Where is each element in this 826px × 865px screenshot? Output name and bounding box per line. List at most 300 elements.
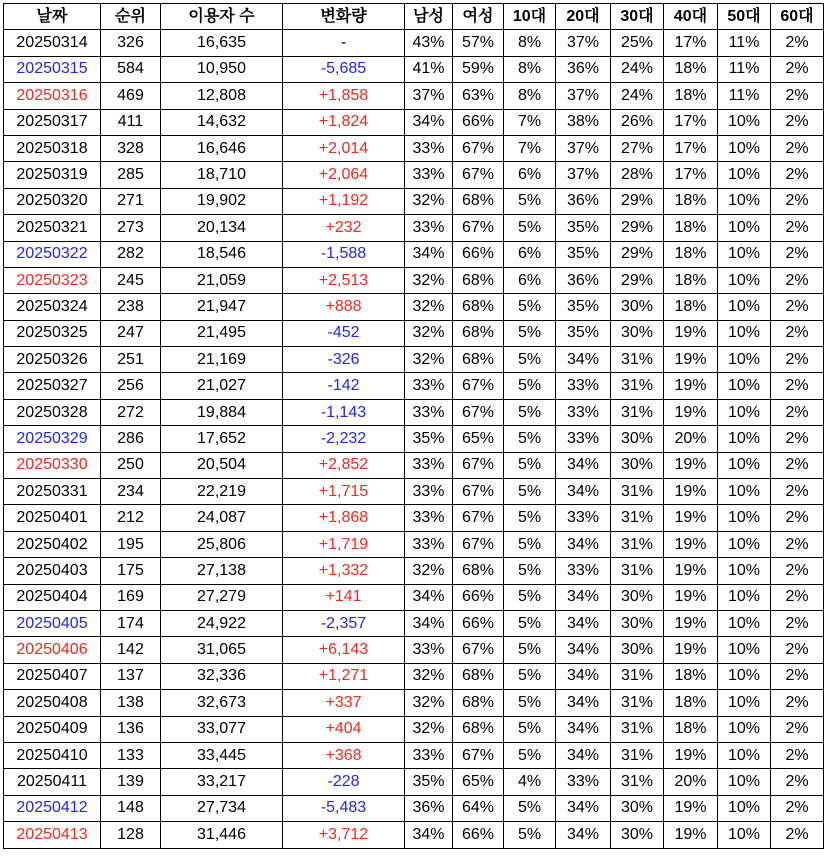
age50-cell: 10% [718, 690, 771, 716]
age30-cell: 30% [611, 637, 664, 663]
age50-cell: 10% [718, 769, 771, 795]
users-cell: 33,217 [161, 769, 283, 795]
age20-cell: 34% [556, 347, 611, 373]
female-cell: 68% [453, 716, 504, 742]
age60-cell: 2% [771, 135, 824, 161]
rank-cell: 142 [101, 637, 161, 663]
table-row [4, 663, 824, 689]
male-cell: 32% [405, 267, 453, 293]
age20-cell: 34% [556, 663, 611, 689]
male-cell: 37% [405, 83, 453, 109]
female-cell: 67% [453, 452, 504, 478]
users-cell: 12,808 [161, 83, 283, 109]
rank-cell: 169 [101, 584, 161, 610]
age30-cell: 25% [611, 30, 664, 56]
users-cell: 21,947 [161, 294, 283, 320]
users-cell: 21,495 [161, 320, 283, 346]
rank-cell: 174 [101, 610, 161, 636]
age10-cell: 6% [504, 267, 556, 293]
users-cell: 27,138 [161, 558, 283, 584]
age30-cell: 26% [611, 109, 664, 135]
age60-cell: 2% [771, 452, 824, 478]
change-cell: -326 [283, 347, 405, 373]
age30-cell: 31% [611, 399, 664, 425]
age20-cell: 35% [556, 320, 611, 346]
table-row [4, 215, 824, 241]
change-cell: +337 [283, 690, 405, 716]
age60-cell: 2% [771, 531, 824, 557]
age20-cell: 34% [556, 531, 611, 557]
age10-cell: 5% [504, 294, 556, 320]
male-cell: 33% [405, 505, 453, 531]
age30-cell: 28% [611, 162, 664, 188]
age50-cell: 10% [718, 162, 771, 188]
users-cell: 16,646 [161, 135, 283, 161]
male-cell: 32% [405, 558, 453, 584]
age10-cell: 5% [504, 584, 556, 610]
age50-cell: 10% [718, 531, 771, 557]
users-cell: 31,446 [161, 822, 283, 848]
table-row [4, 479, 824, 505]
table-row [4, 162, 824, 188]
female-cell: 68% [453, 347, 504, 373]
age50-cell: 10% [718, 610, 771, 636]
rank-cell: 212 [101, 505, 161, 531]
column-header-age20: 20대 [556, 4, 611, 30]
male-cell: 36% [405, 795, 453, 821]
users-cell: 18,710 [161, 162, 283, 188]
age10-cell: 5% [504, 822, 556, 848]
age20-cell: 34% [556, 584, 611, 610]
users-cell: 21,169 [161, 347, 283, 373]
age60-cell: 2% [771, 347, 824, 373]
change-cell: +2,014 [283, 135, 405, 161]
female-cell: 68% [453, 294, 504, 320]
age60-cell: 2% [771, 373, 824, 399]
column-header-date: 날짜 [4, 4, 101, 30]
age50-cell: 11% [718, 83, 771, 109]
male-cell: 32% [405, 294, 453, 320]
rank-cell: 285 [101, 162, 161, 188]
age50-cell: 10% [718, 294, 771, 320]
age30-cell: 31% [611, 663, 664, 689]
female-cell: 65% [453, 769, 504, 795]
age60-cell: 2% [771, 742, 824, 768]
rank-cell: 411 [101, 109, 161, 135]
age60-cell: 2% [771, 162, 824, 188]
users-cell: 17,652 [161, 426, 283, 452]
age20-cell: 33% [556, 426, 611, 452]
column-header-age50: 50대 [718, 4, 771, 30]
age50-cell: 10% [718, 267, 771, 293]
rank-cell: 328 [101, 135, 161, 161]
age50-cell: 10% [718, 452, 771, 478]
age10-cell: 5% [504, 399, 556, 425]
age50-cell: 10% [718, 742, 771, 768]
users-cell: 27,734 [161, 795, 283, 821]
age60-cell: 2% [771, 83, 824, 109]
age60-cell: 2% [771, 822, 824, 848]
age30-cell: 31% [611, 690, 664, 716]
female-cell: 66% [453, 822, 504, 848]
date-cell: 20250402 [4, 531, 101, 557]
age10-cell: 5% [504, 320, 556, 346]
date-cell: 20250410 [4, 742, 101, 768]
date-cell: 20250326 [4, 347, 101, 373]
change-cell: +2,852 [283, 452, 405, 478]
table-row [4, 531, 824, 557]
table-row [4, 426, 824, 452]
change-cell: +404 [283, 716, 405, 742]
age30-cell: 30% [611, 294, 664, 320]
female-cell: 67% [453, 215, 504, 241]
rank-cell: 138 [101, 690, 161, 716]
age30-cell: 24% [611, 56, 664, 82]
date-cell: 20250408 [4, 690, 101, 716]
age10-cell: 5% [504, 716, 556, 742]
age10-cell: 5% [504, 505, 556, 531]
date-cell: 20250314 [4, 30, 101, 56]
age40-cell: 18% [664, 241, 718, 267]
table-row [4, 373, 824, 399]
age20-cell: 35% [556, 294, 611, 320]
age60-cell: 2% [771, 109, 824, 135]
male-cell: 33% [405, 531, 453, 557]
column-header-age60: 60대 [771, 4, 824, 30]
change-cell: +1,271 [283, 663, 405, 689]
age40-cell: 18% [664, 294, 718, 320]
change-cell: +1,332 [283, 558, 405, 584]
rank-cell: 234 [101, 479, 161, 505]
rank-cell: 195 [101, 531, 161, 557]
age30-cell: 31% [611, 347, 664, 373]
users-cell: 21,027 [161, 373, 283, 399]
age30-cell: 29% [611, 267, 664, 293]
age10-cell: 4% [504, 769, 556, 795]
age40-cell: 19% [664, 795, 718, 821]
date-cell: 20250324 [4, 294, 101, 320]
age20-cell: 34% [556, 452, 611, 478]
age20-cell: 33% [556, 373, 611, 399]
age40-cell: 19% [664, 584, 718, 610]
age30-cell: 24% [611, 83, 664, 109]
age10-cell: 5% [504, 452, 556, 478]
table-row [4, 241, 824, 267]
female-cell: 67% [453, 162, 504, 188]
age40-cell: 18% [664, 56, 718, 82]
date-cell: 20250317 [4, 109, 101, 135]
age20-cell: 37% [556, 30, 611, 56]
age30-cell: 31% [611, 373, 664, 399]
rank-cell: 148 [101, 795, 161, 821]
change-cell: +1,192 [283, 188, 405, 214]
change-cell: +232 [283, 215, 405, 241]
age10-cell: 5% [504, 663, 556, 689]
date-cell: 20250322 [4, 241, 101, 267]
male-cell: 41% [405, 56, 453, 82]
rank-cell: 584 [101, 56, 161, 82]
date-cell: 20250327 [4, 373, 101, 399]
age40-cell: 19% [664, 373, 718, 399]
male-cell: 32% [405, 663, 453, 689]
age10-cell: 5% [504, 742, 556, 768]
age40-cell: 19% [664, 610, 718, 636]
age40-cell: 17% [664, 135, 718, 161]
age30-cell: 31% [611, 531, 664, 557]
table-row [4, 320, 824, 346]
age10-cell: 5% [504, 347, 556, 373]
age30-cell: 30% [611, 822, 664, 848]
rank-cell: 136 [101, 716, 161, 742]
age40-cell: 19% [664, 742, 718, 768]
table-row [4, 267, 824, 293]
rank-cell: 247 [101, 320, 161, 346]
age30-cell: 30% [611, 452, 664, 478]
date-cell: 20250331 [4, 479, 101, 505]
change-cell: +3,712 [283, 822, 405, 848]
date-cell: 20250330 [4, 452, 101, 478]
age60-cell: 2% [771, 690, 824, 716]
age60-cell: 2% [771, 479, 824, 505]
date-cell: 20250413 [4, 822, 101, 848]
age20-cell: 34% [556, 690, 611, 716]
age40-cell: 18% [664, 215, 718, 241]
rank-cell: 238 [101, 294, 161, 320]
rank-cell: 469 [101, 83, 161, 109]
table-row [4, 584, 824, 610]
change-cell: +1,858 [283, 83, 405, 109]
age40-cell: 17% [664, 30, 718, 56]
female-cell: 66% [453, 109, 504, 135]
users-cell: 32,673 [161, 690, 283, 716]
age30-cell: 31% [611, 505, 664, 531]
male-cell: 32% [405, 320, 453, 346]
age10-cell: 5% [504, 215, 556, 241]
age30-cell: 31% [611, 558, 664, 584]
change-cell: -142 [283, 373, 405, 399]
rank-cell: 326 [101, 30, 161, 56]
users-cell: 22,219 [161, 479, 283, 505]
age50-cell: 10% [718, 373, 771, 399]
users-cell: 27,279 [161, 584, 283, 610]
age20-cell: 36% [556, 188, 611, 214]
age30-cell: 30% [611, 320, 664, 346]
age10-cell: 5% [504, 795, 556, 821]
date-cell: 20250329 [4, 426, 101, 452]
users-cell: 14,632 [161, 109, 283, 135]
change-cell: +6,143 [283, 637, 405, 663]
rank-cell: 128 [101, 822, 161, 848]
male-cell: 33% [405, 162, 453, 188]
date-cell: 20250323 [4, 267, 101, 293]
table-row [4, 610, 824, 636]
age20-cell: 35% [556, 241, 611, 267]
age10-cell: 5% [504, 188, 556, 214]
change-cell: +888 [283, 294, 405, 320]
change-cell: +1,719 [283, 531, 405, 557]
header-row [4, 4, 824, 30]
date-cell: 20250409 [4, 716, 101, 742]
change-cell: +2,064 [283, 162, 405, 188]
change-cell: -2,232 [283, 426, 405, 452]
age20-cell: 38% [556, 109, 611, 135]
table-row [4, 505, 824, 531]
age20-cell: 34% [556, 716, 611, 742]
users-cell: 10,950 [161, 56, 283, 82]
age50-cell: 10% [718, 795, 771, 821]
age40-cell: 19% [664, 637, 718, 663]
change-cell: - [283, 30, 405, 56]
stats-table-container [3, 3, 824, 849]
date-cell: 20250411 [4, 769, 101, 795]
column-header-age10: 10대 [504, 4, 556, 30]
change-cell: -2,357 [283, 610, 405, 636]
female-cell: 67% [453, 399, 504, 425]
change-cell: -5,685 [283, 56, 405, 82]
age60-cell: 2% [771, 294, 824, 320]
age40-cell: 19% [664, 822, 718, 848]
age30-cell: 31% [611, 479, 664, 505]
female-cell: 68% [453, 320, 504, 346]
age40-cell: 19% [664, 505, 718, 531]
male-cell: 34% [405, 822, 453, 848]
age60-cell: 2% [771, 505, 824, 531]
table-row [4, 690, 824, 716]
female-cell: 67% [453, 373, 504, 399]
age50-cell: 10% [718, 584, 771, 610]
date-cell: 20250315 [4, 56, 101, 82]
age10-cell: 5% [504, 373, 556, 399]
rank-cell: 282 [101, 241, 161, 267]
age40-cell: 19% [664, 531, 718, 557]
male-cell: 34% [405, 584, 453, 610]
age60-cell: 2% [771, 637, 824, 663]
male-cell: 32% [405, 188, 453, 214]
table-row [4, 637, 824, 663]
age30-cell: 29% [611, 188, 664, 214]
female-cell: 67% [453, 505, 504, 531]
rank-cell: 272 [101, 399, 161, 425]
age50-cell: 10% [718, 716, 771, 742]
age40-cell: 18% [664, 690, 718, 716]
change-cell: -452 [283, 320, 405, 346]
table-row [4, 135, 824, 161]
age30-cell: 29% [611, 215, 664, 241]
date-cell: 20250401 [4, 505, 101, 531]
male-cell: 34% [405, 610, 453, 636]
age60-cell: 2% [771, 584, 824, 610]
date-cell: 20250403 [4, 558, 101, 584]
age60-cell: 2% [771, 663, 824, 689]
age10-cell: 8% [504, 56, 556, 82]
age50-cell: 10% [718, 188, 771, 214]
age30-cell: 30% [611, 426, 664, 452]
rank-cell: 175 [101, 558, 161, 584]
user-stats-table [3, 3, 824, 849]
table-row [4, 716, 824, 742]
age10-cell: 6% [504, 241, 556, 267]
male-cell: 33% [405, 373, 453, 399]
male-cell: 43% [405, 30, 453, 56]
date-cell: 20250316 [4, 83, 101, 109]
age20-cell: 36% [556, 56, 611, 82]
table-row [4, 294, 824, 320]
age20-cell: 37% [556, 135, 611, 161]
table-row [4, 56, 824, 82]
age50-cell: 10% [718, 135, 771, 161]
table-row [4, 188, 824, 214]
age40-cell: 18% [664, 188, 718, 214]
age50-cell: 10% [718, 822, 771, 848]
age60-cell: 2% [771, 30, 824, 56]
male-cell: 33% [405, 479, 453, 505]
change-cell: +141 [283, 584, 405, 610]
female-cell: 64% [453, 795, 504, 821]
age40-cell: 19% [664, 347, 718, 373]
users-cell: 33,077 [161, 716, 283, 742]
column-header-male: 남성 [405, 4, 453, 30]
age40-cell: 18% [664, 267, 718, 293]
age10-cell: 8% [504, 30, 556, 56]
users-cell: 19,902 [161, 188, 283, 214]
male-cell: 35% [405, 769, 453, 795]
male-cell: 33% [405, 135, 453, 161]
table-row [4, 452, 824, 478]
age30-cell: 31% [611, 769, 664, 795]
male-cell: 32% [405, 716, 453, 742]
female-cell: 66% [453, 610, 504, 636]
age20-cell: 34% [556, 795, 611, 821]
female-cell: 57% [453, 30, 504, 56]
age10-cell: 5% [504, 637, 556, 663]
age60-cell: 2% [771, 426, 824, 452]
female-cell: 65% [453, 426, 504, 452]
female-cell: 67% [453, 742, 504, 768]
table-row [4, 347, 824, 373]
age60-cell: 2% [771, 716, 824, 742]
column-header-age40: 40대 [664, 4, 718, 30]
age50-cell: 10% [718, 663, 771, 689]
rank-cell: 273 [101, 215, 161, 241]
age50-cell: 11% [718, 56, 771, 82]
users-cell: 20,134 [161, 215, 283, 241]
age40-cell: 20% [664, 769, 718, 795]
date-cell: 20250406 [4, 637, 101, 663]
male-cell: 33% [405, 215, 453, 241]
age30-cell: 30% [611, 795, 664, 821]
age60-cell: 2% [771, 795, 824, 821]
age60-cell: 2% [771, 610, 824, 636]
female-cell: 68% [453, 690, 504, 716]
age20-cell: 34% [556, 742, 611, 768]
date-cell: 20250412 [4, 795, 101, 821]
age10-cell: 5% [504, 690, 556, 716]
age40-cell: 20% [664, 426, 718, 452]
column-header-rank: 순위 [101, 4, 161, 30]
users-cell: 24,922 [161, 610, 283, 636]
female-cell: 66% [453, 241, 504, 267]
change-cell: +1,868 [283, 505, 405, 531]
change-cell: +1,715 [283, 479, 405, 505]
age60-cell: 2% [771, 267, 824, 293]
male-cell: 33% [405, 742, 453, 768]
column-header-female: 여성 [453, 4, 504, 30]
age50-cell: 10% [718, 241, 771, 267]
female-cell: 67% [453, 479, 504, 505]
age50-cell: 10% [718, 426, 771, 452]
age20-cell: 37% [556, 83, 611, 109]
date-cell: 20250319 [4, 162, 101, 188]
